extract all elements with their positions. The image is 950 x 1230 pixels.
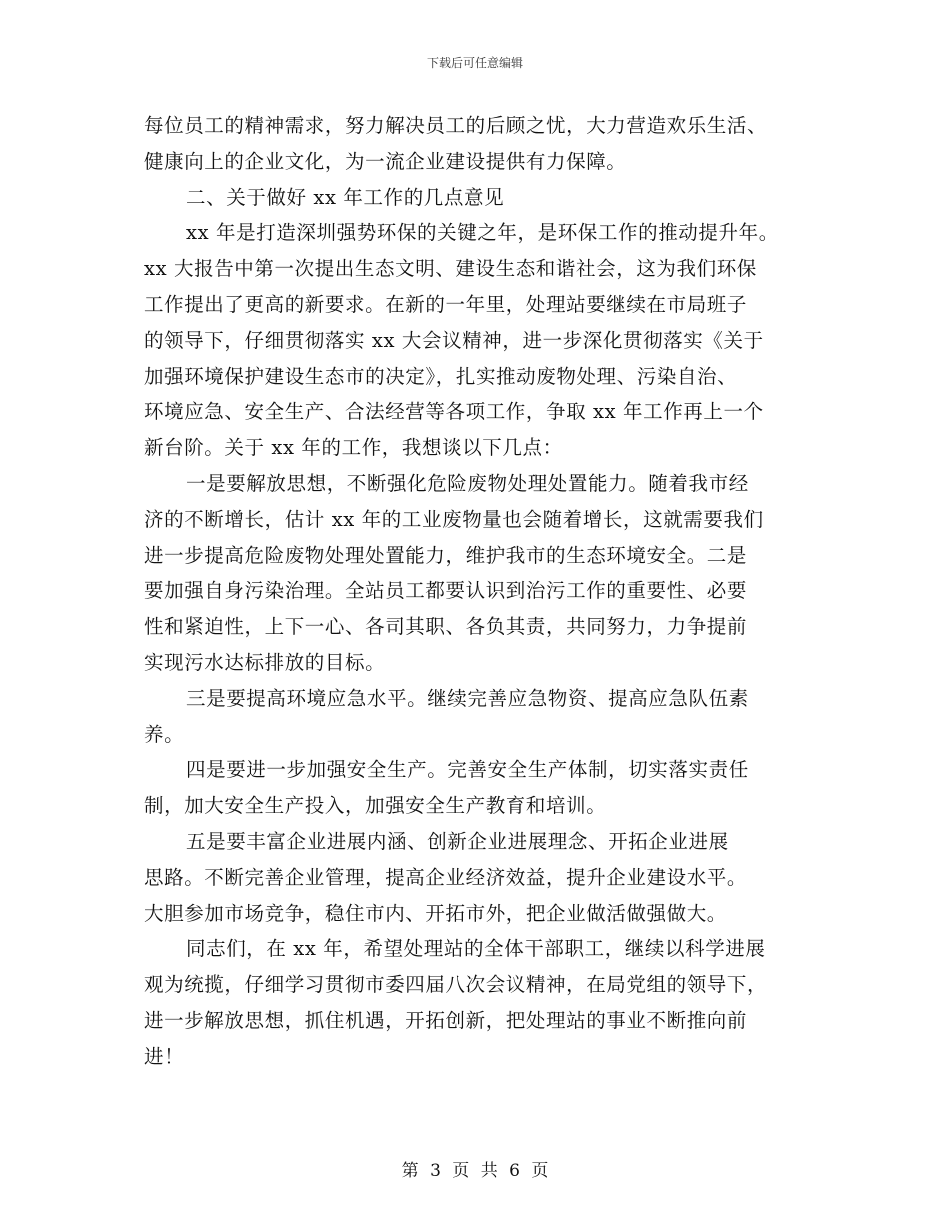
- text-line: 思路。不断完善企业管理，提高企业经济效益，提升企业建设水平。: [144, 865, 748, 889]
- page-number: 第 3 页 共 6 页: [401, 1161, 549, 1181]
- text-line: 养。: [144, 722, 185, 746]
- text-line: 性和紧迫性，上下一心、各司其职、各负其责，共同努力，力争提前: [144, 615, 748, 639]
- text-line: 四是要进一步加强安全生产。完善安全生产体制，切实落实责任: [186, 758, 749, 782]
- text-line: xx 年是打造深圳强势环保的关键之年，是环保工作的推动提升年。: [186, 221, 779, 245]
- text-line: 实现污水达标排放的目标。: [144, 650, 386, 674]
- text-line: 新台阶。关于 xx 年的工作，我想谈以下几点：: [144, 436, 563, 460]
- text-line: 工作提出了更高的新要求。在新的一年里，处理站要继续在市局班子: [144, 292, 748, 316]
- text-line: 进！: [144, 1044, 185, 1068]
- page-header-note: 下载后可任意编辑: [426, 56, 523, 70]
- text-line: 每位员工的精神需求，努力解决员工的后顾之忧，大力营造欢乐生活、: [144, 114, 768, 137]
- text-line: 要加强自身污染治理。全站员工都要认识到治污工作的重要性、必要: [144, 579, 748, 603]
- text-line: xx 大报告中第一次提出生态文明、建设生态和谐社会，这为我们环保: [144, 257, 757, 281]
- text-line: 进一步解放思想，抓住机遇，开拓创新，把处理站的事业不断推向前: [144, 1008, 748, 1032]
- text-line: 环境应急、安全生产、合法经营等各项工作，争取 xx 年工作再上一个: [144, 400, 764, 424]
- text-line: 加强环境保护建设生态市的决定》，扎实推动废物处理、污染自治、: [144, 364, 738, 388]
- text-line: 济的不断增长，估计 xx 年的工业废物量也会随着增长，这就需要我们: [144, 507, 764, 531]
- text-line: 进一步提高危险废物处理处置能力，维护我市的生态环境安全。二是: [144, 543, 748, 567]
- text-line: 同志们，在 xx 年，希望处理站的全体干部职工，继续以科学进展: [186, 937, 766, 961]
- text-line: 大胆参加市场竞争，稳住市内、开拓市外，把企业做活做强做大。: [144, 901, 727, 925]
- text-line: 一是要解放思想，不断强化危险废物处理处置能力。随着我市经: [186, 471, 749, 495]
- section-heading: 二、关于做好 xx 年工作的几点意见: [186, 185, 505, 209]
- text-line: 观为统揽，仔细学习贯彻市委四届八次会议精神，在局党组的领导下，: [144, 973, 768, 997]
- text-line: 健康向上的企业文化，为一流企业建设提供有力保障。: [144, 149, 627, 173]
- text-line: 五是要丰富企业进展内涵、创新企业进展理念、开拓企业进展: [186, 829, 729, 853]
- text-line: 制，加大安全生产投入，加强安全生产教育和培训。: [144, 794, 607, 818]
- text-line: 的领导下，仔细贯彻落实 xx 大会议精神，进一步深化贯彻落实《关于: [144, 328, 764, 352]
- text-line: 三是要提高环境应急水平。继续完善应急物资、提高应急队伍素: [186, 686, 749, 710]
- document-body: [144, 108, 808, 1075]
